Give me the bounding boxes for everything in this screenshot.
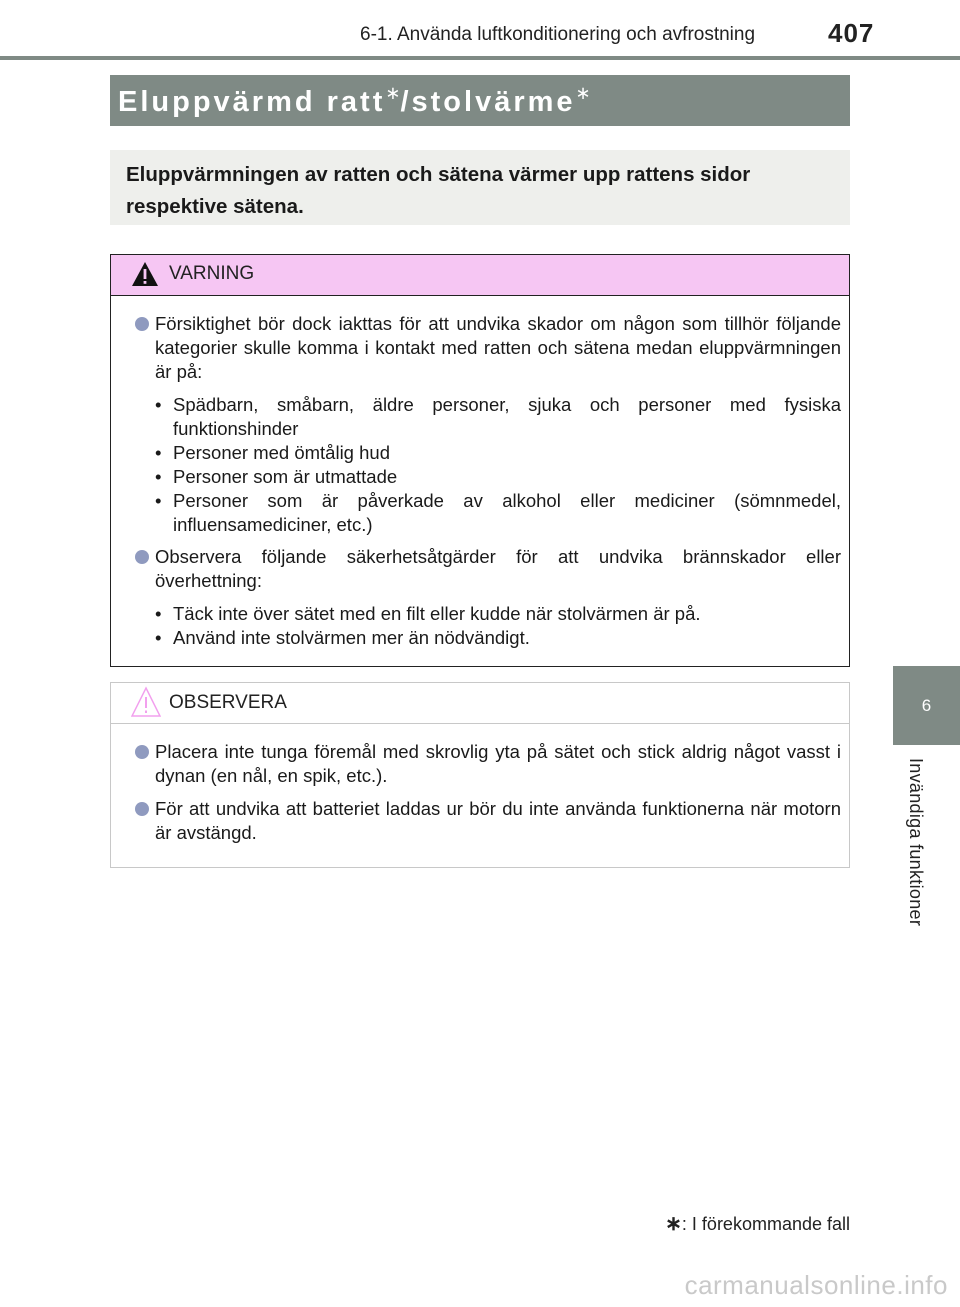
notice-label: OBSERVERA — [169, 692, 287, 713]
title-part-2: /stolvärme — [400, 85, 576, 118]
title-asterisk-1: ∗ — [385, 82, 401, 103]
page-number: 407 — [828, 18, 875, 48]
chapter-number: 6 — [921, 695, 932, 715]
header-rule — [0, 56, 960, 60]
notice-box — [110, 682, 850, 868]
notice-header — [111, 683, 849, 724]
page-title — [118, 83, 591, 119]
warning-item-text: Försiktighet bör dock iakttas för att undvika skador om någon som tillhör följande kategorier skulle komma i kontakt med ratten och sätena medan eluppvärmningen är på: — [155, 313, 841, 382]
footnote — [665, 1211, 850, 1236]
notice-item — [135, 740, 841, 788]
warning-header — [111, 255, 849, 296]
watermark: carmanualsonline.info — [684, 1270, 948, 1300]
warning-item-text: Observera följande säkerhetsåtgärder för att undvika brännskador eller överhettning: — [155, 546, 841, 591]
warning-box — [110, 254, 850, 667]
intro-box — [110, 150, 850, 225]
title-part-1: Eluppvärmd ratt — [118, 85, 386, 118]
bullet-dot-icon — [135, 550, 149, 564]
chapter-label: Invändiga funktioner — [906, 758, 926, 927]
warning-item — [135, 312, 841, 384]
list-item: • Personer som är utmattade — [155, 465, 841, 489]
bullet-dot-icon — [135, 317, 149, 331]
warning-sublist — [155, 393, 841, 537]
list-item: • Spädbarn, småbarn, äldre personer, sjuka och personer med fysiska funktionshinder — [155, 393, 841, 441]
list-item: • Använd inte stolvärmen mer än nödvändigt. — [155, 626, 841, 650]
notice-item — [135, 797, 841, 845]
list-item: • Täck inte över sätet med en filt eller kudde när stolvärmen är på. — [155, 602, 841, 626]
caution-triangle-icon — [131, 686, 161, 723]
notice-item-text: För att undvika att batteriet laddas ur bör du inte använda funktionerna när motorn är avstängd. — [155, 798, 841, 843]
warning-sublist — [155, 602, 841, 650]
footnote-asterisk: ∗ — [665, 1213, 682, 1235]
title-bar — [110, 75, 850, 126]
bullet-dot-icon — [135, 802, 149, 816]
list-item: • Personer med ömtålig hud — [155, 441, 841, 465]
warning-body — [111, 296, 849, 650]
bullet-dot-icon — [135, 745, 149, 759]
chapter-tab — [893, 666, 960, 745]
footnote-text: : I förekommande fall — [681, 1214, 850, 1234]
section-title: 6-1. Använda luftkonditionering och avfrostning — [360, 24, 756, 45]
intro-text: Eluppvärmningen av ratten och sätena värmer upp rattens sidor respektive sätena. — [126, 163, 751, 218]
list-item: • Personer som är påverkade av alkohol eller mediciner (sömnmedel, influensamediciner, etc.) — [155, 489, 841, 537]
title-asterisk-2: ∗ — [575, 82, 591, 103]
notice-body — [111, 724, 849, 845]
warning-label: VARNING — [169, 263, 255, 284]
notice-item-text: Placera inte tunga föremål med skrovlig yta på sätet och stick aldrig något vasst i dynan (en nål, en spik, etc.). — [155, 741, 841, 786]
warning-triangle-icon — [131, 261, 159, 292]
warning-item — [135, 545, 841, 593]
